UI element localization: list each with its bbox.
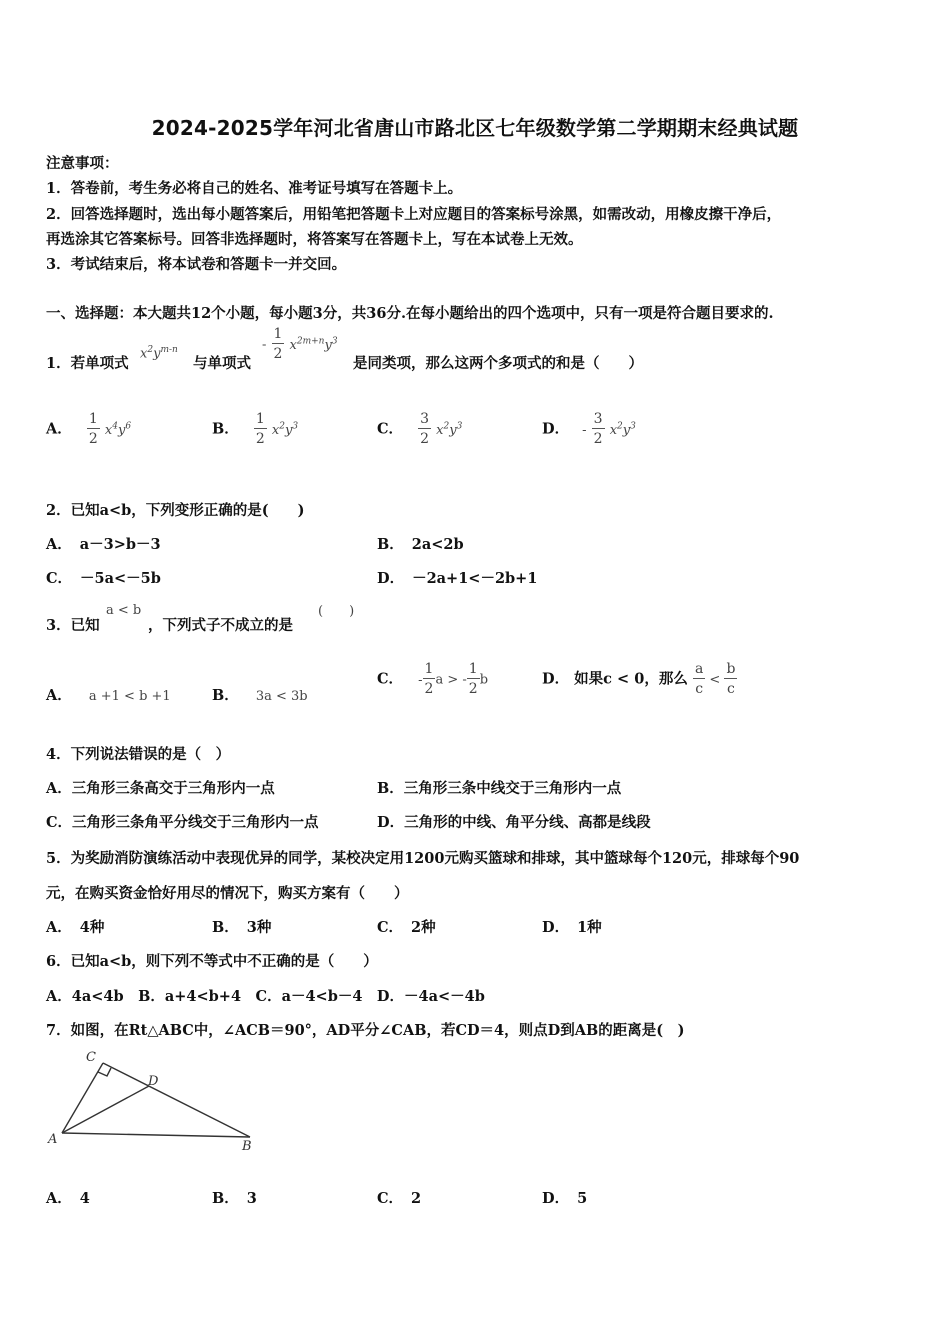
q2-option-b[interactable]: B． 2a<2b — [377, 536, 464, 553]
notice-item: 1．答卷前，考生务必将自己的姓名、准考证号填写在答题卡上。 — [46, 180, 463, 197]
notice-item: 再选涂其它答案标号。回答非选择题时，将答案写在答题卡上，写在本试卷上无效。 — [46, 231, 583, 248]
label-a: A — [48, 1132, 58, 1147]
q7-stem: 7．如图，在Rt△ABC中，∠ACB＝90°，AD平分∠CAB，若CD＝4，则点D到AB的距离是( ) — [46, 1022, 685, 1039]
q6-stem: 6．已知a<b，则下列不等式中不正确的是（ ） — [46, 953, 378, 970]
notice-heading: 注意事项： — [46, 155, 119, 172]
q3-option-c[interactable]: C． - $\frac{1}{2}$ a > - $\frac{1}{2}$ b — [377, 661, 489, 697]
q3-paren: ( ) — [318, 604, 355, 619]
q2-option-a[interactable]: A． a－3>b－3 — [46, 536, 161, 553]
q3-cond: a < b — [106, 603, 142, 618]
q4-stem: 4．下列说法错误的是（ ） — [46, 746, 231, 763]
q3-post: ，下列式子不成立的是 — [148, 617, 293, 634]
q3-pre: 3．已知 — [46, 617, 100, 634]
q5-line1: 5．为奖励消防演练活动中表现优异的同学，某校决定用1200元购买篮球和排球，其中篮球每个120元，排球每个90 — [46, 850, 800, 867]
q5-option-d[interactable]: D． 1种 — [542, 919, 602, 936]
q7-option-b[interactable]: B． 3 — [212, 1190, 257, 1207]
q2-option-d[interactable]: D． －2a+1<－2b+1 — [377, 570, 538, 587]
notice-item: 2．回答选择题时，选出每小题答案后，用铅笔把答题卡上对应题目的答案标号涂黑，如需改动，用橡皮擦干净后， — [46, 206, 782, 223]
q1-option-c[interactable]: C． $\frac{3}{2}$ $x^2y^3$ — [377, 411, 463, 447]
q1-expr1: $x^2y^{m-n}$ — [140, 345, 178, 362]
label-c: C — [86, 1050, 96, 1065]
q5-option-c[interactable]: C． 2种 — [377, 919, 436, 936]
q4-option-a[interactable]: A．三角形三条高交于三角形内一点 — [46, 780, 275, 797]
notice-item: 3．考试结束后，将本试卷和答题卡一并交回。 — [46, 256, 347, 273]
label-b: B — [242, 1139, 252, 1154]
page-title: 2024-2025学年河北省唐山市路北区七年级数学第二学期期末经典试题 — [151, 116, 799, 140]
triangle-figure — [40, 1045, 270, 1160]
q1-mid: 与单项式 — [193, 355, 251, 372]
q4-option-c[interactable]: C．三角形三条角平分线交于三角形内一点 — [46, 814, 319, 831]
label-d: D — [148, 1074, 159, 1089]
q4-option-d[interactable]: D．三角形的中线、角平分线、高都是线段 — [377, 814, 651, 831]
section-heading: 一、选择题：本大题共12个小题，每小题3分，共36分.在每小题给出的四个选项中，只有一项是符合题目要求的. — [46, 305, 774, 322]
q1-option-b[interactable]: B． $\frac{1}{2}$ $x^2y^3$ — [212, 411, 299, 447]
q4-option-b[interactable]: B．三角形三条中线交于三角形内一点 — [377, 780, 622, 797]
q3-option-a[interactable]: A． a +1 < b +1 — [46, 687, 171, 704]
q2-option-c[interactable]: C． －5a<－5b — [46, 570, 161, 587]
q1-option-a[interactable]: A． $\frac{1}{2}$ $x^4y^6$ — [46, 411, 132, 447]
q6-options[interactable]: A．4a<4b B．a+4<b+4 C．a－4<b－4 D．－4a<－4b — [46, 988, 485, 1005]
q2-stem: 2．已知a<b，下列变形正确的是( ) — [46, 502, 305, 519]
q5-line2: 元，在购买资金恰好用尽的情况下，购买方案有（ ） — [46, 885, 409, 902]
q7-option-c[interactable]: C． 2 — [377, 1190, 422, 1207]
q3-option-b[interactable]: B． 3a < 3b — [212, 687, 308, 704]
q1-option-d[interactable]: D． - $\frac{3}{2}$ $x^2y^3$ — [542, 411, 636, 447]
q5-option-a[interactable]: A． 4种 — [46, 919, 105, 936]
q7-option-a[interactable]: A． 4 — [46, 1190, 90, 1207]
q5-option-b[interactable]: B． 3种 — [212, 919, 272, 936]
q1-expr2: - $\frac{1}{2}$ $x^{2m+n}y^3$ — [262, 326, 338, 362]
q7-option-d[interactable]: D． 5 — [542, 1190, 588, 1207]
q1-post: 是同类项，那么这两个多项式的和是（ ） — [353, 355, 643, 372]
q1-pre: 1．若单项式 — [46, 355, 129, 372]
q3-option-d[interactable]: D． 如果c < 0，那么 $\frac{a}{c}$ < $\frac{b}{c}$ — [542, 661, 736, 697]
